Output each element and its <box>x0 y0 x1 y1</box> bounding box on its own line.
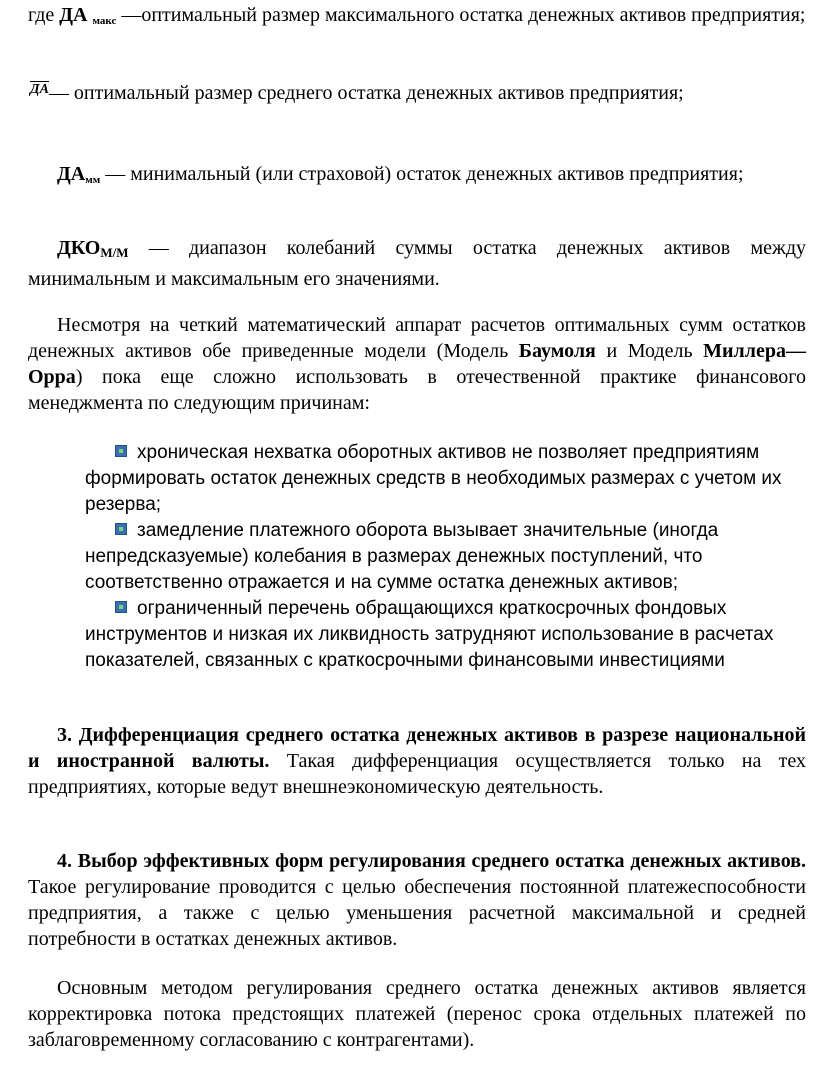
models-text-3: ) пока еще сложно использовать в отечественной практике финансового менеджмента по следующим причинам: <box>28 366 806 414</box>
def-text: — минимальный (или страховой) остаток денежных активов предприятия; <box>100 163 744 185</box>
definition-dko <box>28 235 806 292</box>
section-3 <box>28 722 806 800</box>
bullet-icon <box>115 523 127 535</box>
subscript-mm: М/М <box>100 245 129 260</box>
list-item <box>85 596 785 674</box>
section-3-heading: 3. Дифференциация среднего остатка денежных активов в разрезе национальной и иностранной валюты. <box>28 724 806 772</box>
definition-da-avg <box>28 80 806 106</box>
definition-da-min <box>28 161 806 193</box>
paragraph-models <box>28 312 806 416</box>
section-4 <box>28 848 806 952</box>
definition-da-max <box>28 2 806 34</box>
bullet-icon <box>115 445 127 457</box>
bullet-text: замедление платежного оборота вызывает значительные (иногда непредсказуемые) колебания в размерах денежных поступлений, что соответственно отражается и на сумме остатка денежных активов; <box>85 520 719 593</box>
section-4-text: Такое регулирование проводится с целью обеспечения постоянной платежеспособности предприятия, а также с целью уменьшения расчетной максимальной и средней потребности в остатках денежных активов. <box>28 876 806 950</box>
models-text-1: Несмотря на четкий математический аппарат расчетов оптимальных сумм остатков денежных активов обе приведенные модели (Модель <box>28 314 806 362</box>
def-text: — оптимальный размер среднего остатка денежных активов предприятия; <box>48 82 684 104</box>
list-item <box>85 518 785 596</box>
symbol-da: ДА <box>57 163 86 185</box>
model-baumol: Баумоля <box>518 340 596 362</box>
symbol-da-overline: ДА <box>30 82 49 97</box>
def-text: —оптимальный размер максимального остатка денежных активов предприятия; <box>116 4 806 26</box>
model-miller-orr: Миллера—Орра <box>28 340 806 388</box>
def-text: — диапазон колебаний суммы остатка денежных активов между минимальным и максимальным его значениями. <box>28 237 806 290</box>
paragraph-final: Основным методом регулирования среднего остатка денежных активов является корректировка потока предстоящих платежей (перенос срока отдельных платежей по заблаговременному согласованию с контрагентами). <box>28 977 806 1051</box>
bullet-text: хроническая нехватка оборотных активов не позволяет предприятиям формировать остаток денежных средств в необходимых размерах с учетом их резерва; <box>85 442 782 515</box>
bullet-list <box>85 440 785 674</box>
section-3-text: Такая дифференциация осуществляется только на тех предприятиях, которые ведут внешнеэкономическую деятельность. <box>28 750 806 798</box>
bullet-icon <box>115 601 127 613</box>
subscript-max: макс <box>92 15 117 27</box>
def-prefix: где <box>28 4 60 26</box>
symbol-da: ДА <box>59 4 88 26</box>
subscript-mm: мм <box>85 174 101 186</box>
section-4-heading: 4. Выбор эффективных форм регулирования среднего остатка денежных активов. <box>57 850 806 872</box>
models-text-2: и Модель <box>595 340 704 362</box>
bullet-text: ограниченный перечень обращающихся краткосрочных фондовых инструментов и низкая их ликвидность затрудняют использование в расчетах показателей, связанных с краткосрочными финансовыми инвестициями <box>85 598 774 671</box>
list-item <box>85 440 785 518</box>
symbol-dko: ДКО <box>57 237 101 259</box>
